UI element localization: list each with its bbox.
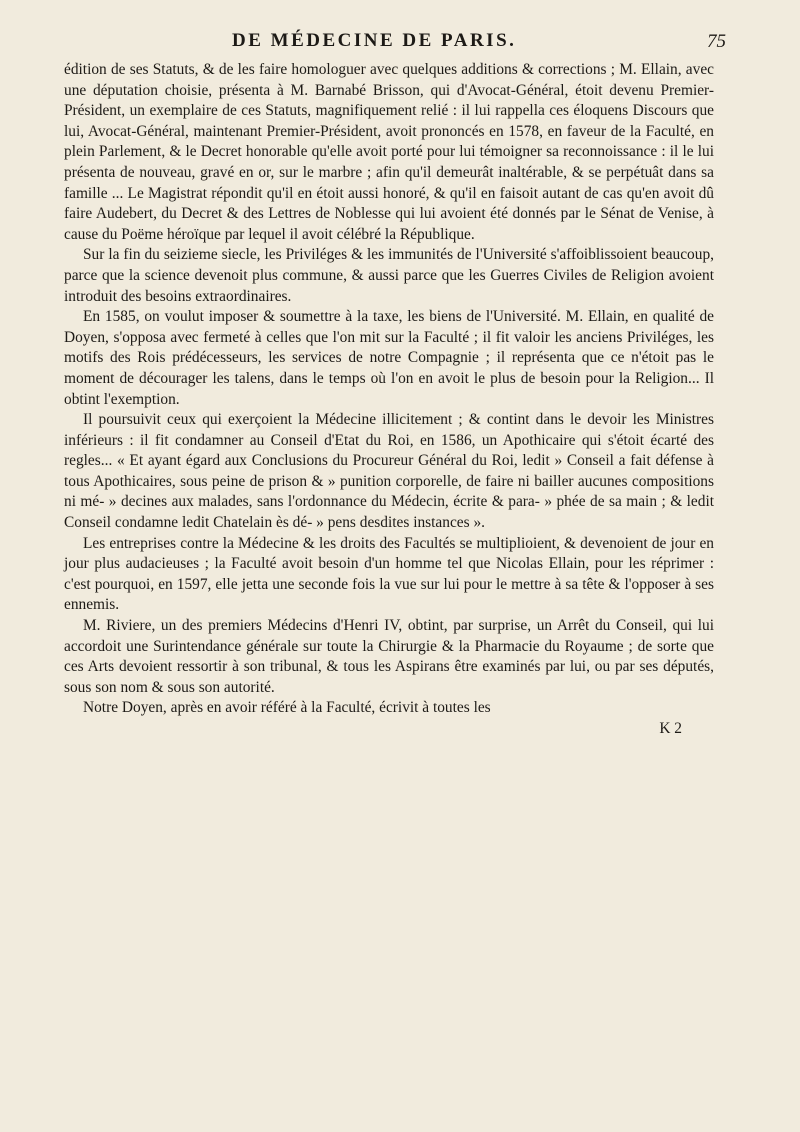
- paragraph-apothecary-ruling: Il poursuivit ceux qui exerçoient la Médecine illicitement ; & contint dans le devoir les Ministres inférieurs : il fit condamner au Conseil d'Etat du Roi, en 1586, un Apothicaire qui s'étoit écarté des regles... « Et ayant égard aux Conclusions du Procureur Général du Roi, ledit » Conseil a fait défense à tous Apothicaires, sous peine de prison & » punition corporelle, de faire ni bailler aucunes compositions ni mé- » decines aux malades, sans l'ordonnance du Médecin, écrite & para- » phée de sa main ; & ledit Conseil condamne ledit Chatelain ès dé- » pens desdites instances ».: [64, 411, 714, 532]
- paragraph-tax-exemption: En 1585, on voulut imposer & soumettre à la taxe, les biens de l'Université. M. Ellain, en qualité de Doyen, s'opposa avec fermeté à celles que l'on mit sur la Faculté ; il fit valoir les anciens Priviléges, les motifs des Rois prédécesseurs, les services de notre Compagnie ; il représenta que ce n'étoit pas le moment de décourager les talens, dans le temps où l'on en avoit le plus de besoin pour la Religion... Il obtint l'exemption.: [64, 308, 714, 408]
- page-number: 75: [707, 31, 726, 52]
- paragraph-riviere-surintendance: M. Riviere, un des premiers Médecins d'Henri IV, obtint, par surprise, un Arrêt du Conseil, qui lui accordoit une Surintendance générale sur toute la Chirurgie & la Pharmacie du Royaume ; de sorte que ces Arts devoient ressortir à son tribunal, & tous les Aspirans être examinés par lui, ou par ses députés, sous son nom & sous son autorité.: [64, 617, 714, 696]
- paragraph-continuation: édition de ses Statuts, & de les faire homologuer avec quelques additions & corrections ; M. Ellain, avec une députation choisie, présenta à M. Barnabé Brisson, qui d'Avocat-Général, étoit devenu Premier-Président, un exemplaire de ces Statuts, magnifiquement relié : il lui rappella ces éloquens Discours que lui, Avocat-Général, maintenant Premier-Président, avoit prononcés en 1578, en faveur de la Faculté, en plein Parlement, & le Decret honorable qu'elle avoit porté pour lui témoigner sa reconnoissance : il le lui présenta de nouveau, gravé en or, sur le marbre ; afin qu'il demeurât inaltérable, & se perpétuât dans sa famille ... Le Magistrat répondit qu'il en étoit aussi honoré, & qu'il en faisoit autant de cas qu'en avoit dû faire Audebert, du Decret & des Lettres de Noblesse qui lui avoient été donnés par le Sénat de Venise, à cause du Poëme héroïque par lequel il avoit célébré la République.: [64, 61, 714, 243]
- paragraph-second-deanship: Les entreprises contre la Médecine & les droits des Facultés se multiplioient, & devenoient de jour en jour plus audacieuses ; la Faculté avoit besoin d'un homme tel que Nicolas Ellain, pour les réprimer : c'est pourquoi, en 1597, elle jetta une seconde fois la vue sur lui pour le mettre à sa tête & l'opposer à ses ennemis.: [64, 534, 714, 614]
- paragraph-dean-letters: Notre Doyen, après en avoir référé à la Faculté, écrivit à toutes les: [83, 699, 491, 717]
- signature-mark: K 2: [659, 720, 682, 737]
- body-text: [64, 60, 714, 719]
- paragraph-university-privileges: Sur la fin du seizieme siecle, les Priviléges & les immunités de l'Université s'affoiblissoient beaucoup, parce que la science devenoit plus commune, & aussi parce que les Guerres Civiles de Religion avoient introduit des besoins extraordinaires.: [64, 246, 714, 305]
- running-title: DE MÉDECINE DE PARIS.: [232, 30, 517, 51]
- running-head: [64, 30, 726, 60]
- book-page: [64, 30, 726, 739]
